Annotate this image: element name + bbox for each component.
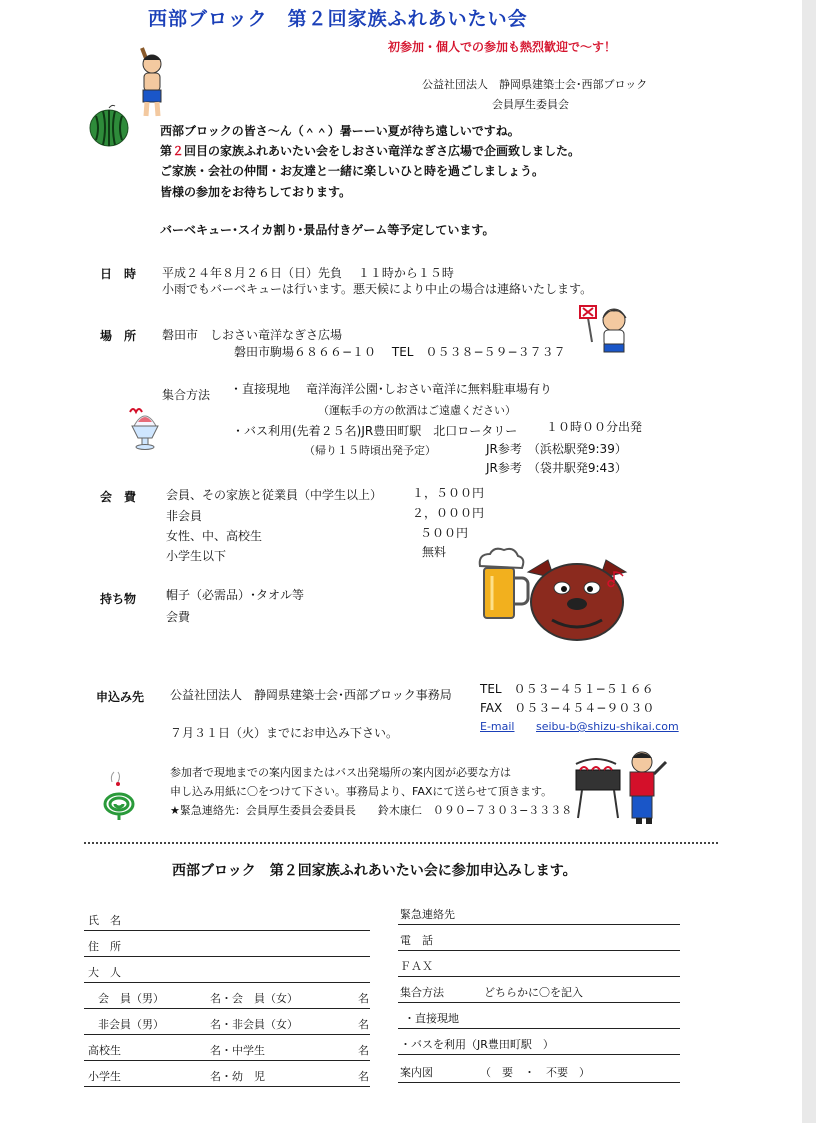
form-option-direct[interactable] [398, 1010, 680, 1029]
apply-tel: TEL ０５３−４５１−５１６６ [480, 682, 654, 696]
boy-with-bat-icon [128, 44, 174, 120]
field-label: 大 人 [88, 966, 121, 979]
girl-with-flag-icon [578, 302, 634, 360]
fee-item-price: １，５００円 [412, 486, 485, 500]
form-field-map[interactable] [398, 1064, 680, 1083]
place-address: 磐田市駒場６８６６−１０ TEL ０５３８−５９−３７３７ [234, 345, 566, 359]
field-label: 会 員（男） [98, 992, 164, 1005]
form-field-students[interactable] [84, 1042, 370, 1061]
notice-line-1: 参加者で現地までの案内図またはバス出発場所の案内図が必要な方は [170, 766, 511, 779]
field-label: 名・会 員（女） [210, 992, 298, 1005]
datetime-label: 日 時 [100, 267, 137, 281]
page-title: 西部ブロック 第２回家族ふれあいたい会 [148, 8, 528, 30]
field-hint: どちらかに〇を記入 [484, 986, 583, 999]
drinking-note: （運転手の方の飲酒はご遠慮ください） [318, 404, 516, 417]
watermelon-icon [88, 104, 130, 148]
field-label: 小学生 [88, 1070, 121, 1083]
shaved-ice-icon [126, 404, 164, 452]
apply-label: 申込み先 [96, 690, 145, 704]
tagline: 初参加・個人での参加も熱烈歓迎で〜す！ [388, 40, 617, 54]
form-title: 西部ブロック 第２回家族ふれあいたい会に参加申込みします。 [172, 863, 577, 879]
jr-ref-hamamatsu: JR参考 （浜松駅発9:39） [486, 442, 627, 456]
field-unit: 名 [358, 992, 369, 1005]
fee-item-name: 女性、中、高校生 [166, 529, 263, 543]
bring-label: 持ち物 [100, 592, 137, 606]
committee-name: 会員厚生委員会 [492, 98, 569, 111]
field-label: 非会員（男） [98, 1018, 164, 1031]
field-label: 集合方法 [400, 986, 444, 999]
place-label: 場 所 [100, 329, 137, 343]
apply-deadline: ７月３１日（火）までにお申込み下さい。 [170, 726, 399, 740]
field-label: 名・非会員（女） [210, 1018, 298, 1031]
field-label: 案内図 [400, 1066, 433, 1079]
music-note-icon [610, 568, 626, 588]
bbq-man-icon [572, 748, 672, 828]
email-label: E-mail [480, 720, 515, 733]
form-field-phone[interactable] [398, 932, 680, 951]
form-option-bus[interactable] [398, 1036, 680, 1055]
fee-item-price: 無料 [422, 545, 447, 559]
meeting-bus: ・バス利用(先着２５名)JR豊田町駅 北口ロータリー [232, 424, 518, 438]
bus-departure-time: １０時００分出発 [546, 420, 643, 434]
field-unit: 名 [358, 1070, 369, 1083]
form-field-meeting[interactable] [398, 984, 680, 1003]
org-name: 公益社団法人 静岡県建築士会･西部ブロック [422, 78, 648, 91]
form-field-fax[interactable] [398, 958, 680, 977]
intro-line-4: 皆様の参加をお待ちしております。 [160, 185, 352, 199]
field-label: 高校生 [88, 1044, 121, 1057]
field-label: 電 話 [400, 934, 433, 947]
email-link[interactable]: seibu-b@shizu-shikai.com [536, 720, 679, 733]
meeting-label: 集合方法 [162, 388, 211, 402]
field-label: 住 所 [88, 940, 121, 953]
fees-label: 会 費 [100, 490, 137, 504]
field-unit: 名 [358, 1018, 369, 1031]
jr-ref-fukuroi: JR参考 （袋井駅発9:43） [486, 461, 627, 475]
cut-line [84, 842, 718, 844]
fee-item-price: ２，０００円 [412, 506, 485, 520]
field-label: 緊急連絡先 [400, 908, 455, 921]
event-highlights: バーベキュー･スイカ割り･景品付きゲーム等予定しています。 [160, 223, 495, 237]
form-field-children[interactable] [84, 1068, 370, 1087]
field-label: ＦＡＸ [400, 960, 433, 973]
intro-line-2: 第２回目の家族ふれあいたい会をしおさい竜洋なぎさ広場で企画致しました。 [160, 144, 581, 158]
form-field-adults[interactable] [84, 964, 370, 983]
field-label: ・バスを利用（JR豊田町駅 ） [400, 1038, 554, 1051]
beer-mug-icon [474, 548, 530, 624]
form-field-members[interactable] [84, 990, 370, 1009]
field-label: ・直接現地 [404, 1012, 459, 1025]
form-field-name[interactable] [84, 912, 370, 931]
field-label: 名・幼 児 [210, 1070, 265, 1083]
form-field-emergency[interactable] [398, 906, 680, 925]
rain-notice: 小雨でもバーベキューは行います。悪天候により中止の場合は連絡いたします。 [162, 282, 593, 296]
apply-org: 公益社団法人 静岡県建築士会･西部ブロック事務局 [170, 688, 452, 702]
scan-edge [802, 0, 816, 1123]
place-name: 磐田市 しおさい竜洋なぎさ広場 [162, 328, 343, 342]
fee-item-price: ５００円 [420, 526, 469, 540]
fee-item-name: 小学生以下 [166, 549, 227, 563]
emergency-contact: ★緊急連絡先：会員厚生委員会委員長 鈴木康仁 ０９０−７３０３−３３３８ [170, 804, 573, 817]
form-field-address[interactable] [84, 938, 370, 957]
intro-line-1: 西部ブロックの皆さ〜ん（＾＾）暑ーーい夏が待ち遠しいですね。 [160, 124, 520, 138]
bring-fee: 会費 [166, 610, 191, 624]
field-unit: 名 [358, 1044, 369, 1057]
field-label: 氏 名 [88, 914, 121, 927]
field-label: 名・中学生 [210, 1044, 265, 1057]
intro-line-3: ご家族・会社の仲間・お友達と一緒に楽しいひと時を過ごしましょう。 [160, 164, 545, 178]
notice-line-2: 申し込み用紙に〇をつけて下さい。事務局より、FAXにて送らせて頂きます。 [170, 785, 553, 798]
meeting-direct: ・直接現地 竜洋海洋公園･しおさい竜洋に無料駐車場有り [230, 382, 552, 396]
field-choice: （ 要 ・ 不要 ） [480, 1066, 590, 1079]
mosquito-coil-icon [100, 770, 138, 822]
fee-item-name: 非会員 [166, 509, 203, 523]
apply-fax: FAX ０５３−４５４−９０３０ [480, 701, 655, 715]
return-time: （帰り１５時頃出発予定） [304, 444, 436, 457]
form-field-nonmembers[interactable] [84, 1016, 370, 1035]
bring-items: 帽子（必需品）･タオル等 [166, 588, 305, 602]
fee-item-name: 会員、その家族と従業員（中学生以上） [166, 488, 383, 502]
datetime-value: 平成２４年８月２６日（日）先負 １１時から１５時 [162, 266, 454, 280]
